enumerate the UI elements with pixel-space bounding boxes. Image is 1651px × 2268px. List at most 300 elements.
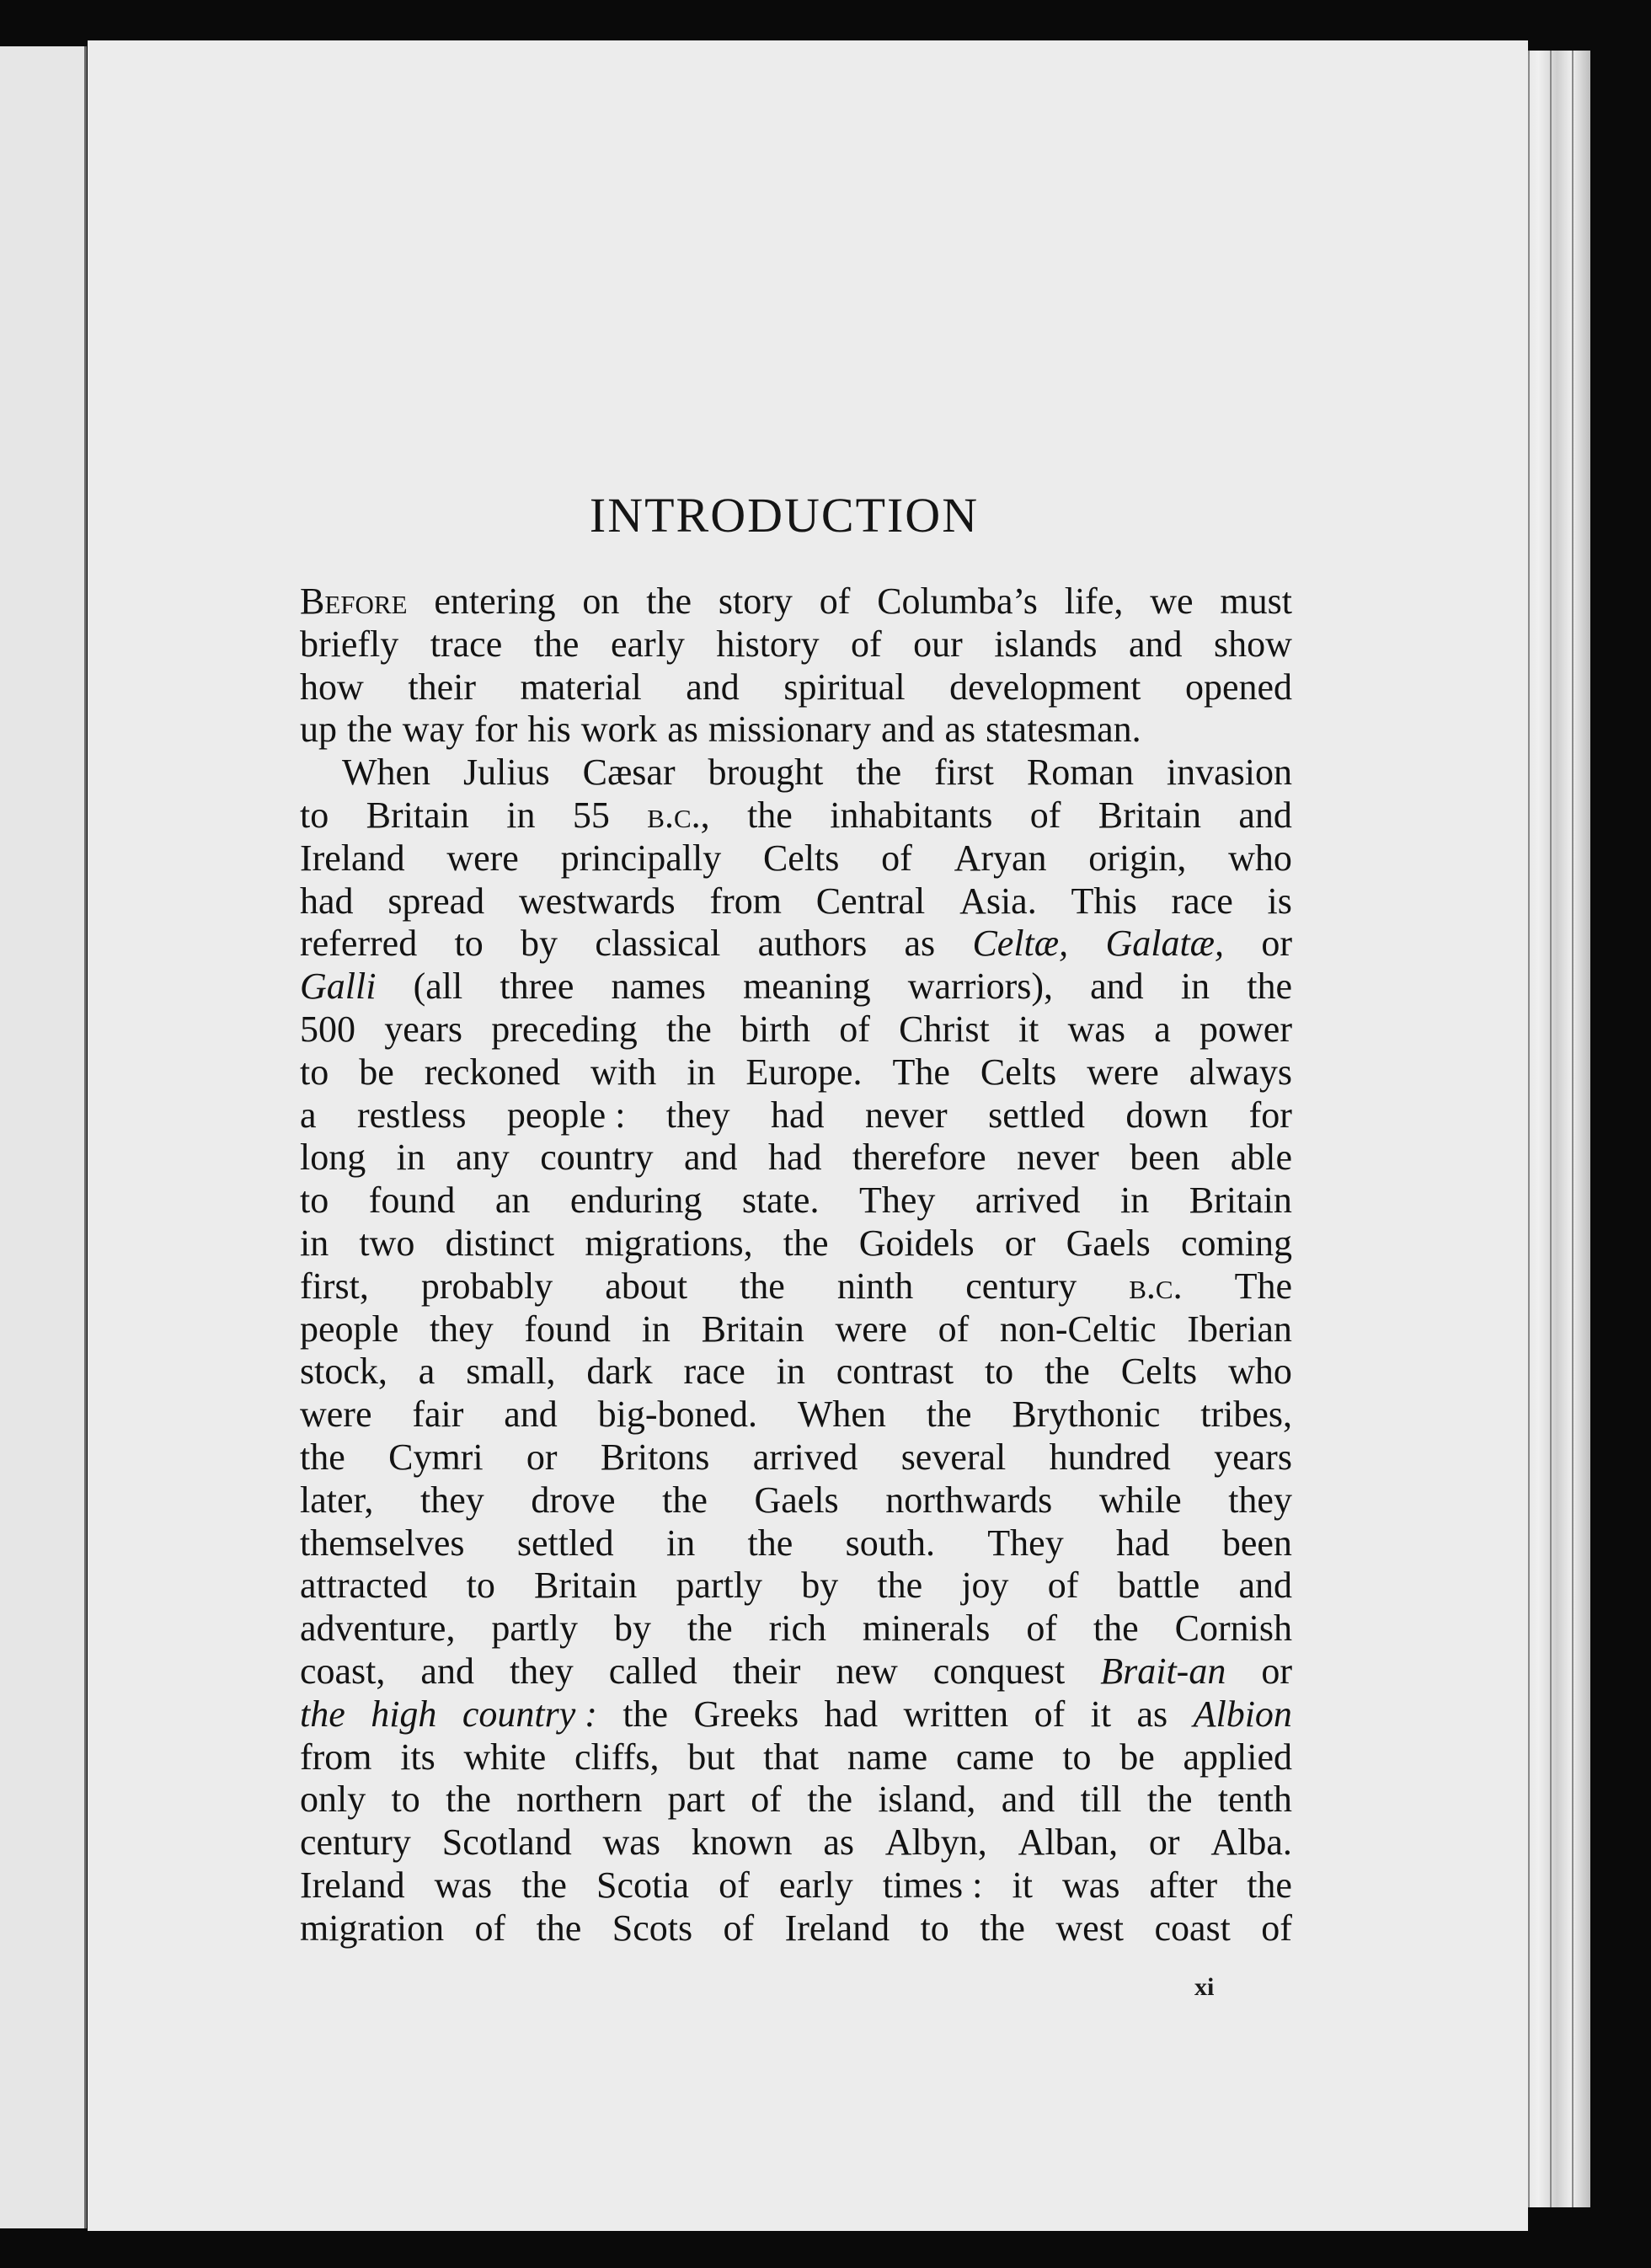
word: Celts <box>980 1051 1057 1093</box>
word: contrast <box>836 1351 954 1393</box>
text-line <box>300 1436 1292 1479</box>
word: Europe. <box>745 1051 863 1093</box>
word: in <box>300 1222 329 1264</box>
word: it <box>1090 1693 1112 1735</box>
word: opened <box>1184 666 1292 708</box>
word: cliffs, <box>574 1736 660 1778</box>
word: two <box>359 1222 415 1264</box>
word: were <box>300 1393 372 1436</box>
word: statesman. <box>986 709 1141 751</box>
word: warriors), <box>907 966 1053 1008</box>
text-line <box>300 966 1292 1008</box>
word: 55 <box>572 794 610 836</box>
word: and <box>1090 966 1144 1008</box>
word: had <box>771 1094 825 1136</box>
word: or <box>1261 923 1292 965</box>
word: or <box>526 1436 558 1478</box>
word: material <box>520 666 642 708</box>
word: islands <box>994 623 1098 665</box>
text-line <box>300 1351 1292 1393</box>
word: Ireland <box>300 1864 405 1906</box>
word: they <box>429 1308 494 1350</box>
word: Julius <box>462 752 550 794</box>
word: history <box>716 623 820 665</box>
word: the <box>747 1522 793 1564</box>
word: of <box>751 1779 782 1821</box>
word: birth <box>740 1008 811 1050</box>
word: in <box>687 1051 716 1093</box>
word: but <box>687 1736 735 1778</box>
word: of <box>938 1308 970 1350</box>
word: to <box>391 1779 420 1821</box>
word: Celts <box>1120 1351 1198 1393</box>
word: to <box>454 923 484 965</box>
word: Britain <box>534 1565 638 1607</box>
word: found <box>524 1308 612 1350</box>
word: Brythonic <box>1012 1393 1161 1436</box>
word: in <box>396 1137 425 1179</box>
word: small, <box>466 1351 556 1393</box>
word: the <box>446 1779 491 1821</box>
word: new <box>836 1650 898 1692</box>
word: tenth <box>1217 1779 1292 1821</box>
word: authors <box>757 923 868 965</box>
word: the <box>665 1008 712 1050</box>
text-line <box>300 752 1292 794</box>
word: about <box>605 1265 688 1307</box>
word: be <box>1119 1736 1155 1778</box>
word: a <box>418 1351 435 1393</box>
page-edge-line <box>1550 51 1552 2207</box>
word: Columba’s <box>877 580 1038 622</box>
word: Cymri <box>388 1436 484 1478</box>
word: came <box>955 1736 1034 1778</box>
word: the <box>740 1265 785 1307</box>
word: for <box>474 709 518 751</box>
word: in <box>641 1308 671 1350</box>
word: way <box>402 709 465 751</box>
word: for <box>1248 1094 1292 1136</box>
text-line <box>300 1308 1292 1351</box>
word: the <box>521 1864 567 1906</box>
word: principally <box>560 837 722 879</box>
word: people <box>300 1308 399 1350</box>
word: Ireland <box>784 1907 890 1949</box>
word: Gaels <box>1066 1222 1151 1264</box>
word: They <box>858 1179 936 1222</box>
word: names <box>611 966 706 1008</box>
word: how <box>300 666 364 708</box>
word: and <box>420 1650 474 1692</box>
word: state. <box>741 1179 820 1222</box>
word: was <box>602 1821 660 1864</box>
word: times : <box>882 1864 983 1906</box>
word: westwards <box>518 880 676 922</box>
word: west <box>1055 1907 1125 1949</box>
word: early <box>778 1864 853 1906</box>
word: the <box>622 1693 669 1735</box>
word: was <box>1067 1008 1126 1050</box>
word: minerals <box>862 1607 991 1650</box>
word: who <box>1228 837 1292 879</box>
word: Goidels <box>858 1222 975 1264</box>
word: the <box>687 1607 733 1650</box>
word: Iberian <box>1187 1308 1292 1350</box>
text-line <box>300 1094 1292 1137</box>
text-line <box>300 1137 1292 1179</box>
word: we <box>1150 580 1194 622</box>
word: to <box>300 794 329 836</box>
word: drove <box>531 1479 616 1521</box>
text-line <box>300 1222 1292 1265</box>
word: settled <box>988 1094 1085 1136</box>
word: were <box>835 1308 907 1350</box>
word: briefly <box>300 623 399 665</box>
word: conquest <box>932 1650 1066 1692</box>
word: partly <box>676 1565 763 1607</box>
word: (all <box>413 966 463 1008</box>
word: preceding <box>491 1008 638 1050</box>
word: as <box>944 709 976 751</box>
word: race <box>683 1351 745 1393</box>
word: migration <box>300 1907 445 1949</box>
word: as <box>1136 1693 1168 1735</box>
book-page <box>88 40 1528 2231</box>
word: northwards <box>885 1479 1053 1521</box>
word: or <box>1004 1222 1036 1264</box>
word: race <box>1171 880 1233 922</box>
word: from <box>709 880 782 922</box>
word: were <box>1087 1051 1159 1093</box>
text-line <box>300 709 1292 752</box>
word: till <box>1080 1779 1122 1821</box>
word: probably <box>420 1265 553 1307</box>
word: The <box>1234 1265 1292 1307</box>
word: long <box>300 1137 366 1179</box>
word: work <box>580 709 658 751</box>
word: big-boned. <box>597 1393 758 1436</box>
word: b.c. <box>1129 1265 1183 1307</box>
word: missionary <box>708 709 871 751</box>
word: Alban, <box>1018 1821 1119 1864</box>
word: the <box>646 580 692 622</box>
word: was <box>434 1864 493 1906</box>
word: been <box>1221 1522 1292 1564</box>
word: the <box>300 1693 345 1735</box>
word: three <box>500 966 574 1008</box>
word: been <box>1130 1137 1200 1179</box>
word: spread <box>387 880 485 922</box>
word: rich <box>768 1607 826 1650</box>
word: and <box>684 1137 738 1179</box>
word: the <box>533 623 580 665</box>
word: Galatæ, <box>1105 923 1225 965</box>
word: high <box>371 1693 437 1735</box>
word: partly <box>491 1607 579 1650</box>
word: of <box>1261 1907 1292 1949</box>
word: Britain <box>1189 1179 1292 1222</box>
facing-page-edge <box>0 46 87 2228</box>
word: Roman <box>1026 752 1134 794</box>
word: their <box>408 666 476 708</box>
word: of <box>1029 794 1061 836</box>
word: an <box>494 1179 531 1222</box>
word: of <box>719 1864 750 1906</box>
word: is <box>1267 880 1292 922</box>
word: white <box>463 1736 547 1778</box>
word: able <box>1230 1137 1292 1179</box>
text-line <box>300 1265 1292 1308</box>
word: the <box>980 1907 1025 1949</box>
word: while <box>1098 1479 1182 1521</box>
word: development <box>949 666 1141 708</box>
word: Before <box>300 580 408 622</box>
word: the <box>1093 1607 1139 1650</box>
word: they <box>665 1094 730 1136</box>
word: be <box>359 1051 394 1093</box>
word: people : <box>506 1094 626 1136</box>
word: his <box>527 709 571 751</box>
word: any <box>456 1137 510 1179</box>
word: part <box>667 1779 725 1821</box>
word: years <box>384 1008 463 1050</box>
word: They <box>987 1522 1064 1564</box>
word: were <box>446 837 519 879</box>
word: Celts <box>762 837 840 879</box>
word: and <box>1129 623 1183 665</box>
word: distinct <box>445 1222 555 1264</box>
text-line <box>300 880 1292 923</box>
word: our <box>913 623 963 665</box>
word: had <box>1116 1522 1170 1564</box>
word: and <box>1238 1565 1292 1607</box>
word: battle <box>1117 1565 1200 1607</box>
word: known <box>691 1821 793 1864</box>
word: and <box>1238 794 1292 836</box>
word: show <box>1214 623 1292 665</box>
word: invasion <box>1166 752 1292 794</box>
word: in <box>1180 966 1210 1008</box>
word: had <box>300 880 354 922</box>
word: and <box>880 709 935 751</box>
word: must <box>1220 580 1292 622</box>
word: to <box>984 1351 1014 1393</box>
word: coast, <box>300 1650 386 1692</box>
word: or <box>1261 1650 1292 1692</box>
word: never <box>864 1094 948 1136</box>
word: from <box>300 1736 372 1778</box>
word: brought <box>708 752 824 794</box>
word: was <box>1062 1864 1120 1906</box>
word: years <box>1214 1436 1292 1478</box>
word: tribes, <box>1200 1393 1292 1436</box>
word: of <box>474 1907 506 1949</box>
word: Albion <box>1193 1693 1292 1735</box>
text-line <box>300 623 1292 666</box>
text-line <box>300 1864 1292 1907</box>
word: referred <box>300 923 418 965</box>
word: of <box>1034 1693 1066 1735</box>
word: and <box>686 666 740 708</box>
word: the <box>807 1779 852 1821</box>
word: by <box>801 1565 839 1607</box>
text-line <box>300 923 1292 966</box>
text-line <box>300 1479 1292 1522</box>
text-line <box>300 1051 1292 1094</box>
word: name <box>847 1736 928 1778</box>
word: they <box>1228 1479 1292 1521</box>
word: classical <box>595 923 721 965</box>
word: coming <box>1181 1222 1292 1264</box>
word: never <box>1017 1137 1099 1179</box>
word: Britain <box>366 794 469 836</box>
text-line <box>300 1008 1292 1051</box>
word: as <box>904 923 936 965</box>
word: south. <box>845 1522 935 1564</box>
word: that <box>763 1736 820 1778</box>
word: and <box>504 1393 558 1436</box>
text-line <box>300 1907 1292 1950</box>
word: entering <box>434 580 556 622</box>
word: therefore <box>852 1137 986 1179</box>
text-line <box>300 1179 1292 1222</box>
body-text <box>300 580 1292 1950</box>
word: Galli <box>300 966 377 1008</box>
word: they <box>509 1650 574 1692</box>
word: When <box>797 1393 886 1436</box>
word: called <box>608 1650 697 1692</box>
word: meaning <box>743 966 871 1008</box>
word: Celtæ, <box>972 923 1069 965</box>
word: of <box>881 837 912 879</box>
word: the <box>747 794 793 836</box>
word: country : <box>462 1693 597 1735</box>
word: themselves <box>300 1522 465 1564</box>
word: first <box>934 752 994 794</box>
word: Asia. <box>959 880 1037 922</box>
word: Britons <box>600 1436 710 1478</box>
word: life, <box>1064 580 1124 622</box>
word: When <box>342 752 431 794</box>
word: arrived <box>752 1436 858 1478</box>
page-edge-line <box>1528 51 1530 2207</box>
word: This <box>1071 880 1137 922</box>
word: the <box>856 752 902 794</box>
word: always <box>1189 1051 1292 1093</box>
word: century <box>965 1265 1077 1307</box>
word: Cæsar <box>582 752 676 794</box>
word: found <box>368 1179 456 1222</box>
word: joy <box>961 1565 1009 1607</box>
text-line <box>300 1693 1292 1736</box>
word: The <box>892 1051 950 1093</box>
word: stock, <box>300 1351 387 1393</box>
word: several <box>900 1436 1007 1478</box>
word: the <box>300 1436 345 1478</box>
word: down <box>1125 1094 1209 1136</box>
word: of <box>839 1008 870 1050</box>
word: Scotland <box>441 1821 572 1864</box>
chapter-title: INTRODUCTION <box>589 488 980 543</box>
word: to <box>1062 1736 1092 1778</box>
word: enduring <box>569 1179 703 1222</box>
word: the <box>783 1222 829 1264</box>
text-line <box>300 794 1292 837</box>
text-line <box>300 1393 1292 1436</box>
word: up <box>300 709 337 751</box>
word: of <box>819 580 851 622</box>
word: the <box>536 1907 582 1949</box>
word: Brait-an <box>1100 1650 1226 1692</box>
word: century <box>300 1821 411 1864</box>
word: to <box>300 1179 329 1222</box>
word: the <box>926 1393 972 1436</box>
word: trace <box>430 623 503 665</box>
word: reckoned <box>424 1051 560 1093</box>
word: the <box>1247 1864 1292 1906</box>
word: fair <box>412 1393 464 1436</box>
word: attracted <box>300 1565 428 1607</box>
word: its <box>400 1736 435 1778</box>
word: of <box>1026 1607 1057 1650</box>
text-line <box>300 1650 1292 1693</box>
word: and <box>1001 1779 1055 1821</box>
word: Gaels <box>754 1479 839 1521</box>
word: with <box>590 1051 657 1093</box>
word: hundred <box>1049 1436 1171 1478</box>
word: non-Celtic <box>999 1308 1157 1350</box>
word: Albyn, <box>884 1821 987 1864</box>
word: inhabitants <box>830 794 993 836</box>
word: Christ <box>899 1008 990 1050</box>
word: in <box>1119 1179 1150 1222</box>
page-edge-line <box>1572 51 1574 2207</box>
word: later, <box>300 1479 374 1521</box>
word: of <box>1047 1565 1079 1607</box>
word: Central <box>815 880 926 922</box>
word: the <box>877 1565 923 1607</box>
word: Britain <box>701 1308 804 1350</box>
word: country <box>540 1137 654 1179</box>
word: of <box>851 623 882 665</box>
word: migrations, <box>585 1222 753 1264</box>
word: only <box>300 1779 366 1821</box>
word: Ireland <box>300 837 405 879</box>
word: the <box>662 1479 708 1521</box>
word: their <box>732 1650 801 1692</box>
word: origin, <box>1088 837 1187 879</box>
word: had <box>824 1693 879 1735</box>
word: dark <box>586 1351 653 1393</box>
word: by <box>521 923 558 965</box>
word: Greeks <box>693 1693 799 1735</box>
word: 500 <box>300 1008 355 1050</box>
word: a <box>1154 1008 1171 1050</box>
text-line <box>300 1522 1292 1565</box>
word: coast <box>1154 1907 1231 1949</box>
word: they <box>420 1479 484 1521</box>
word: or <box>1148 1821 1180 1864</box>
word: b.c., <box>647 794 710 836</box>
word: Scots <box>612 1907 693 1949</box>
word: settled <box>516 1522 614 1564</box>
text-line <box>300 837 1292 880</box>
word: first, <box>300 1265 369 1307</box>
word: spiritual <box>783 666 906 708</box>
word: adventure, <box>300 1607 456 1650</box>
text-line <box>300 1607 1292 1650</box>
word: had <box>767 1137 822 1179</box>
